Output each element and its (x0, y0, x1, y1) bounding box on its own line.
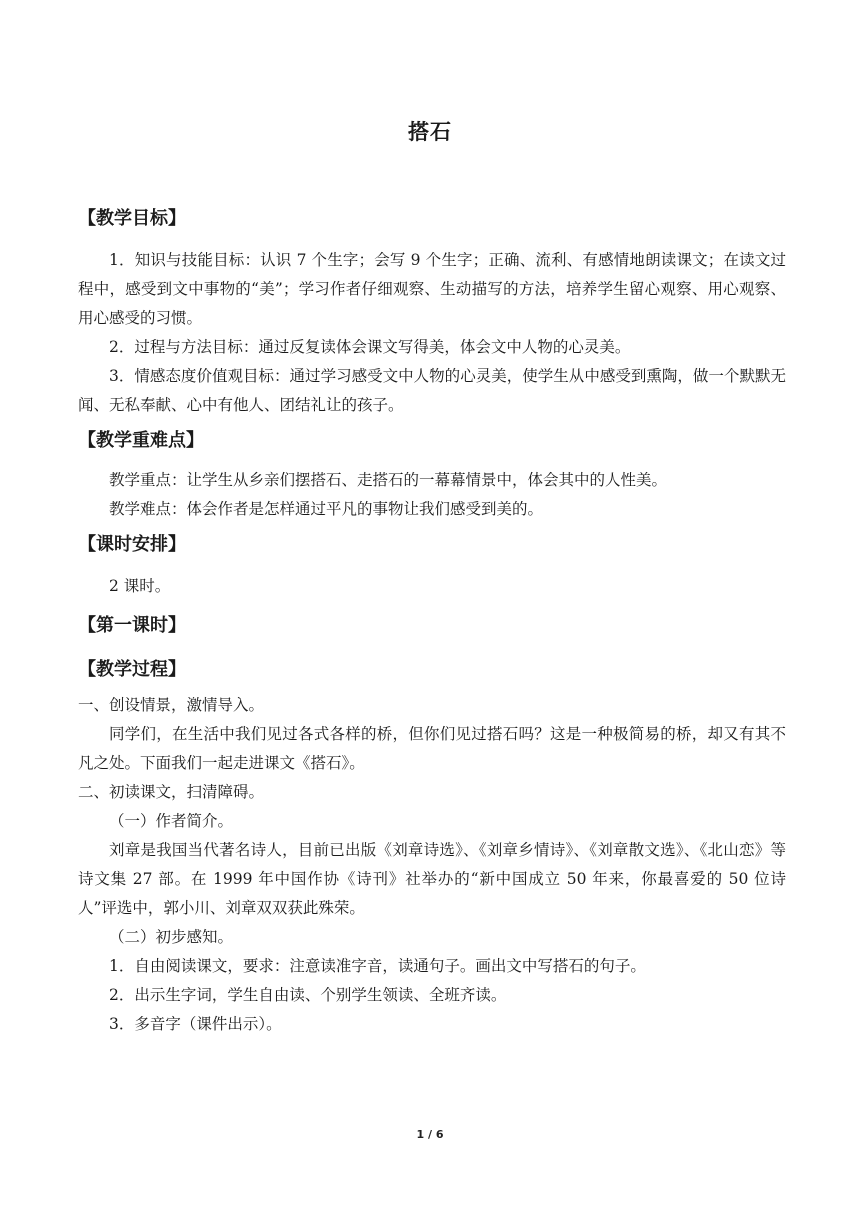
process-sub1-title: （一）作者简介。 (109, 812, 234, 830)
section-heading-first-lesson: 【第一课时】 (78, 615, 186, 636)
schedule-text: 2 课时。 (109, 577, 171, 595)
section-heading-schedule: 【课时安排】 (78, 534, 186, 555)
section-heading-key-points: 【教学重难点】 (78, 430, 204, 451)
objective-item-2: 2．过程与方法目标：通过反复读体会课文写得美，体会文中人物的心灵美。 (109, 338, 631, 356)
process-step1-text: 同学们，在生活中我们见过各式各样的桥，但你们见过搭石吗？这是一种极简易的桥，却又有其不凡之处。下面我们一起走进课文《搭石》。 (78, 725, 786, 772)
section-heading-process: 【教学过程】 (78, 659, 186, 680)
process-step2-title: 二、初读课文，扫清障碍。 (78, 783, 265, 801)
document-title: 搭石 (408, 120, 452, 144)
objective-item-1: 1．知识与技能目标：认识 7 个生字；会写 9 个生字；正确、流利、有感情地朗读课文；在读文过程中，感受到文中事物的“美”；学习作者仔细观察、生动描写的方法，培养学生留心观察、用心观察、用心感受的习惯。 (78, 251, 786, 327)
process-sub2-title: （二）初步感知。 (109, 928, 234, 946)
process-task-2: 2．出示生字词，学生自由读、个别学生领读、全班齐读。 (109, 986, 507, 1004)
objective-item-3: 3．情感态度价值观目标：通过学习感受文中人物的心灵美，使学生从中感受到熏陶，做一个默默无闻、无私奉献、心中有他人、团结礼让的孩子。 (78, 367, 786, 414)
document-body (78, 200, 786, 1039)
process-task-1: 1．自由阅读课文，要求：注意读准字音，读通句子。画出文中写搭石的句子。 (109, 957, 646, 975)
section-heading-objectives: 【教学目标】 (78, 208, 186, 229)
process-step1-title: 一、创设情景，激情导入。 (78, 696, 265, 714)
key-point-focus: 教学重点：让学生从乡亲们摆搭石、走搭石的一幕幕情景中，体会其中的人性美。 (109, 471, 668, 489)
process-sub1-text: 刘章是我国当代著名诗人，目前已出版《刘章诗选》、《刘章乡情诗》、《刘章散文选》、《北山恋》等诗文集 27 部。在 1999 年中国作协《诗刊》社举办的“新中国成立 50 年来，你最喜爱的 50 位诗人”评选中，郭小川、刘章双双获此殊荣。 (78, 841, 786, 917)
key-point-difficulty: 教学难点：体会作者是怎样通过平凡的事物让我们感受到美的。 (109, 500, 544, 518)
process-task-3: 3．多音字（课件出示）。 (109, 1015, 282, 1033)
page-number: 1 / 6 (416, 1128, 444, 1141)
